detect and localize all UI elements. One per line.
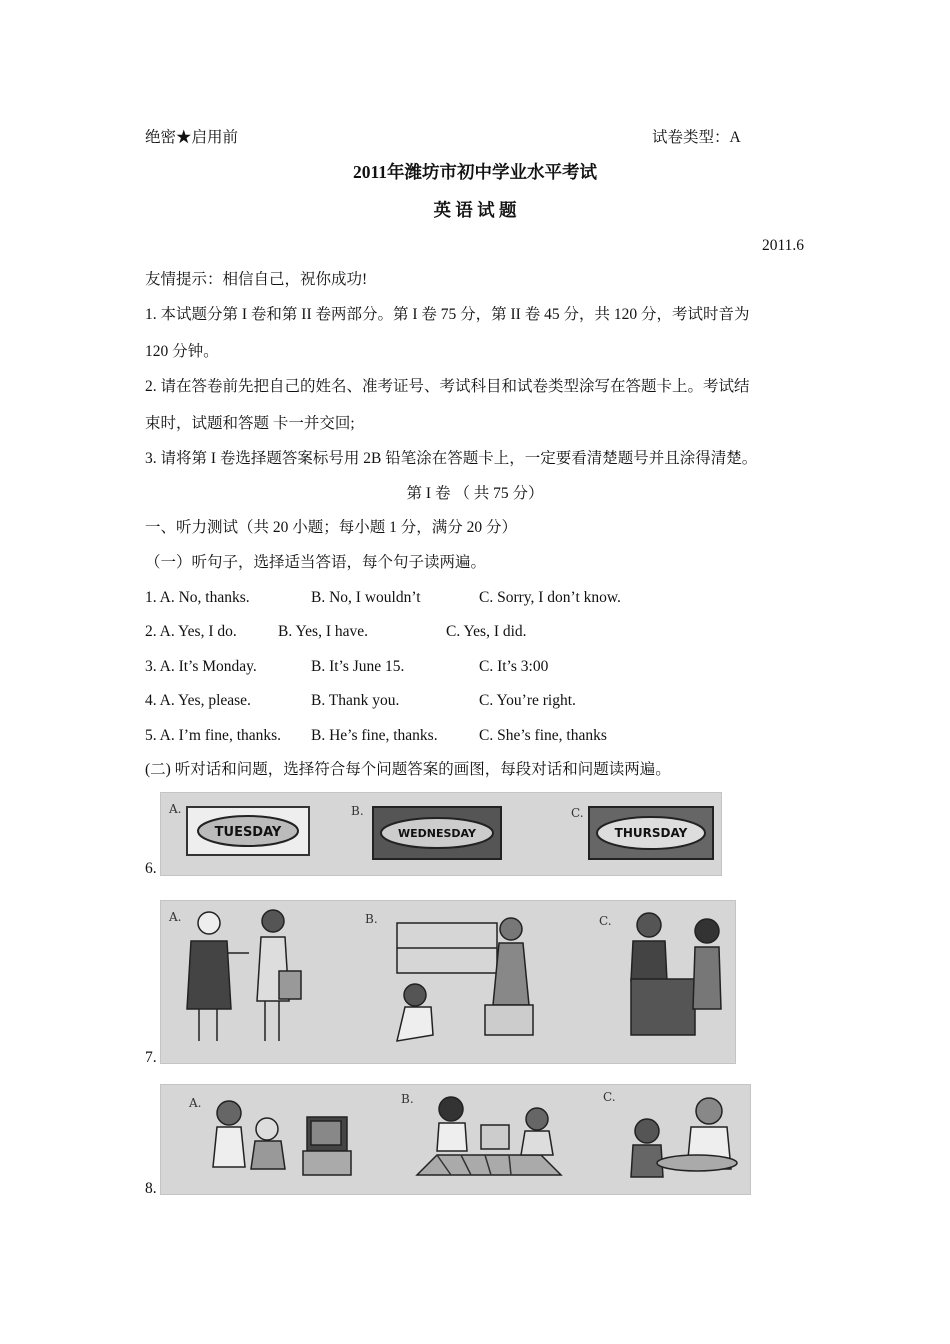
- counter-scene: [631, 913, 721, 1035]
- tuesday-sign: [187, 807, 309, 855]
- q8-label-b: B.: [401, 1092, 414, 1106]
- q5-option-b: B. He’s fine, thanks.: [311, 727, 438, 744]
- q6-word-c: THURSDAY: [614, 826, 688, 840]
- note-1: 1. 本试题分第 I 卷和第 II 卷两部分。第 I 卷 75 分，第 II 卷 45 分，共 120 分，考试时音为: [145, 306, 750, 323]
- shoe-shop-scene: [397, 918, 533, 1041]
- note-1-cont: 120 分钟。: [145, 343, 219, 360]
- q5-option-c: C. She’s fine, thanks: [479, 727, 607, 744]
- q6-label-a: A.: [169, 802, 182, 816]
- q4-option-a: 4. A. Yes, please.: [145, 692, 251, 709]
- q8-label-c: C.: [603, 1090, 616, 1104]
- subsection-1: （一）听句子，选择适当答语，每个句子读两遍。: [145, 554, 487, 571]
- q2-option-c: C. Yes, I did.: [446, 623, 527, 640]
- q1-option-b: B. No, I wouldn’t: [311, 589, 421, 606]
- q6-word-b: WEDNESDAY: [398, 827, 476, 840]
- paper-type-label: 试卷类型：A: [652, 129, 741, 146]
- confidential-label: 绝密★启用前: [145, 129, 239, 146]
- note-2: 2. 请在答卷前先把自己的姓名、准考证号、考试科目和试卷类型涂写在答题卡上。考试结: [145, 378, 750, 395]
- q6-picture: [160, 792, 722, 876]
- note-2-cont: 束时，试题和答题 卡一并交回;: [145, 415, 355, 432]
- exam-title: 2011年潍坊市初中学业水平考试: [352, 162, 598, 182]
- q5-option-a: 5. A. I’m fine, thanks.: [145, 727, 282, 744]
- q6-number: 6.: [145, 860, 157, 877]
- q7-picture: [160, 900, 736, 1064]
- q8-picture: [160, 1084, 751, 1195]
- q6-word-a: TUESDAY: [214, 825, 282, 840]
- q1-option-c: C. Sorry, I don’t know.: [479, 589, 621, 606]
- thursday-sign: [589, 807, 713, 859]
- q7-label-b: B.: [365, 912, 378, 926]
- q3-option-c: C. It’s 3:00: [479, 658, 549, 675]
- family-dinner-scene: [631, 1098, 737, 1177]
- q6-label-b: B.: [351, 804, 364, 818]
- subject-title: 英 语 试 题: [433, 200, 517, 220]
- q7-label-a: A.: [169, 910, 182, 924]
- part-heading: 第 I 卷 （ 共 75 分）: [406, 485, 544, 502]
- two-women-talking: [187, 910, 301, 1041]
- section-heading: 一、听力测试（共 20 小题；每小题 1 分，满分 20 分）: [145, 519, 518, 536]
- q7-label-c: C.: [599, 914, 612, 928]
- q2-option-a: 2. A. Yes, I do.: [145, 623, 237, 640]
- q6-label-c: C.: [571, 806, 584, 820]
- kids-watching-tv: [213, 1101, 351, 1175]
- q8-number: 8.: [145, 1180, 157, 1197]
- note-3: 3. 请将第 I 卷选择题答案标号用 2B 铅笔涂在答题卡上，一定要看清楚题号并且涂得清楚。: [145, 450, 758, 467]
- q4-option-c: C. You’re right.: [479, 692, 576, 709]
- wednesday-sign: [373, 807, 501, 859]
- q2-option-b: B. Yes, I have.: [278, 623, 368, 640]
- q4-option-b: B. Thank you.: [311, 692, 400, 709]
- picnic-scene: [417, 1097, 561, 1175]
- q3-option-b: B. It’s June 15.: [311, 658, 405, 675]
- exam-date: 2011.6: [762, 237, 805, 254]
- q8-label-a: A.: [189, 1096, 202, 1110]
- q7-number: 7.: [145, 1049, 157, 1066]
- q1-option-a: 1. A. No, thanks.: [145, 589, 250, 606]
- greeting: 友情提示：相信自己，祝你成功!: [145, 271, 368, 288]
- subsection-2: (二) 听对话和问题，选择符合每个问题答案的画图，每段对话和问题读两遍。: [145, 761, 671, 778]
- q3-option-a: 3. A. It’s Monday.: [145, 658, 257, 675]
